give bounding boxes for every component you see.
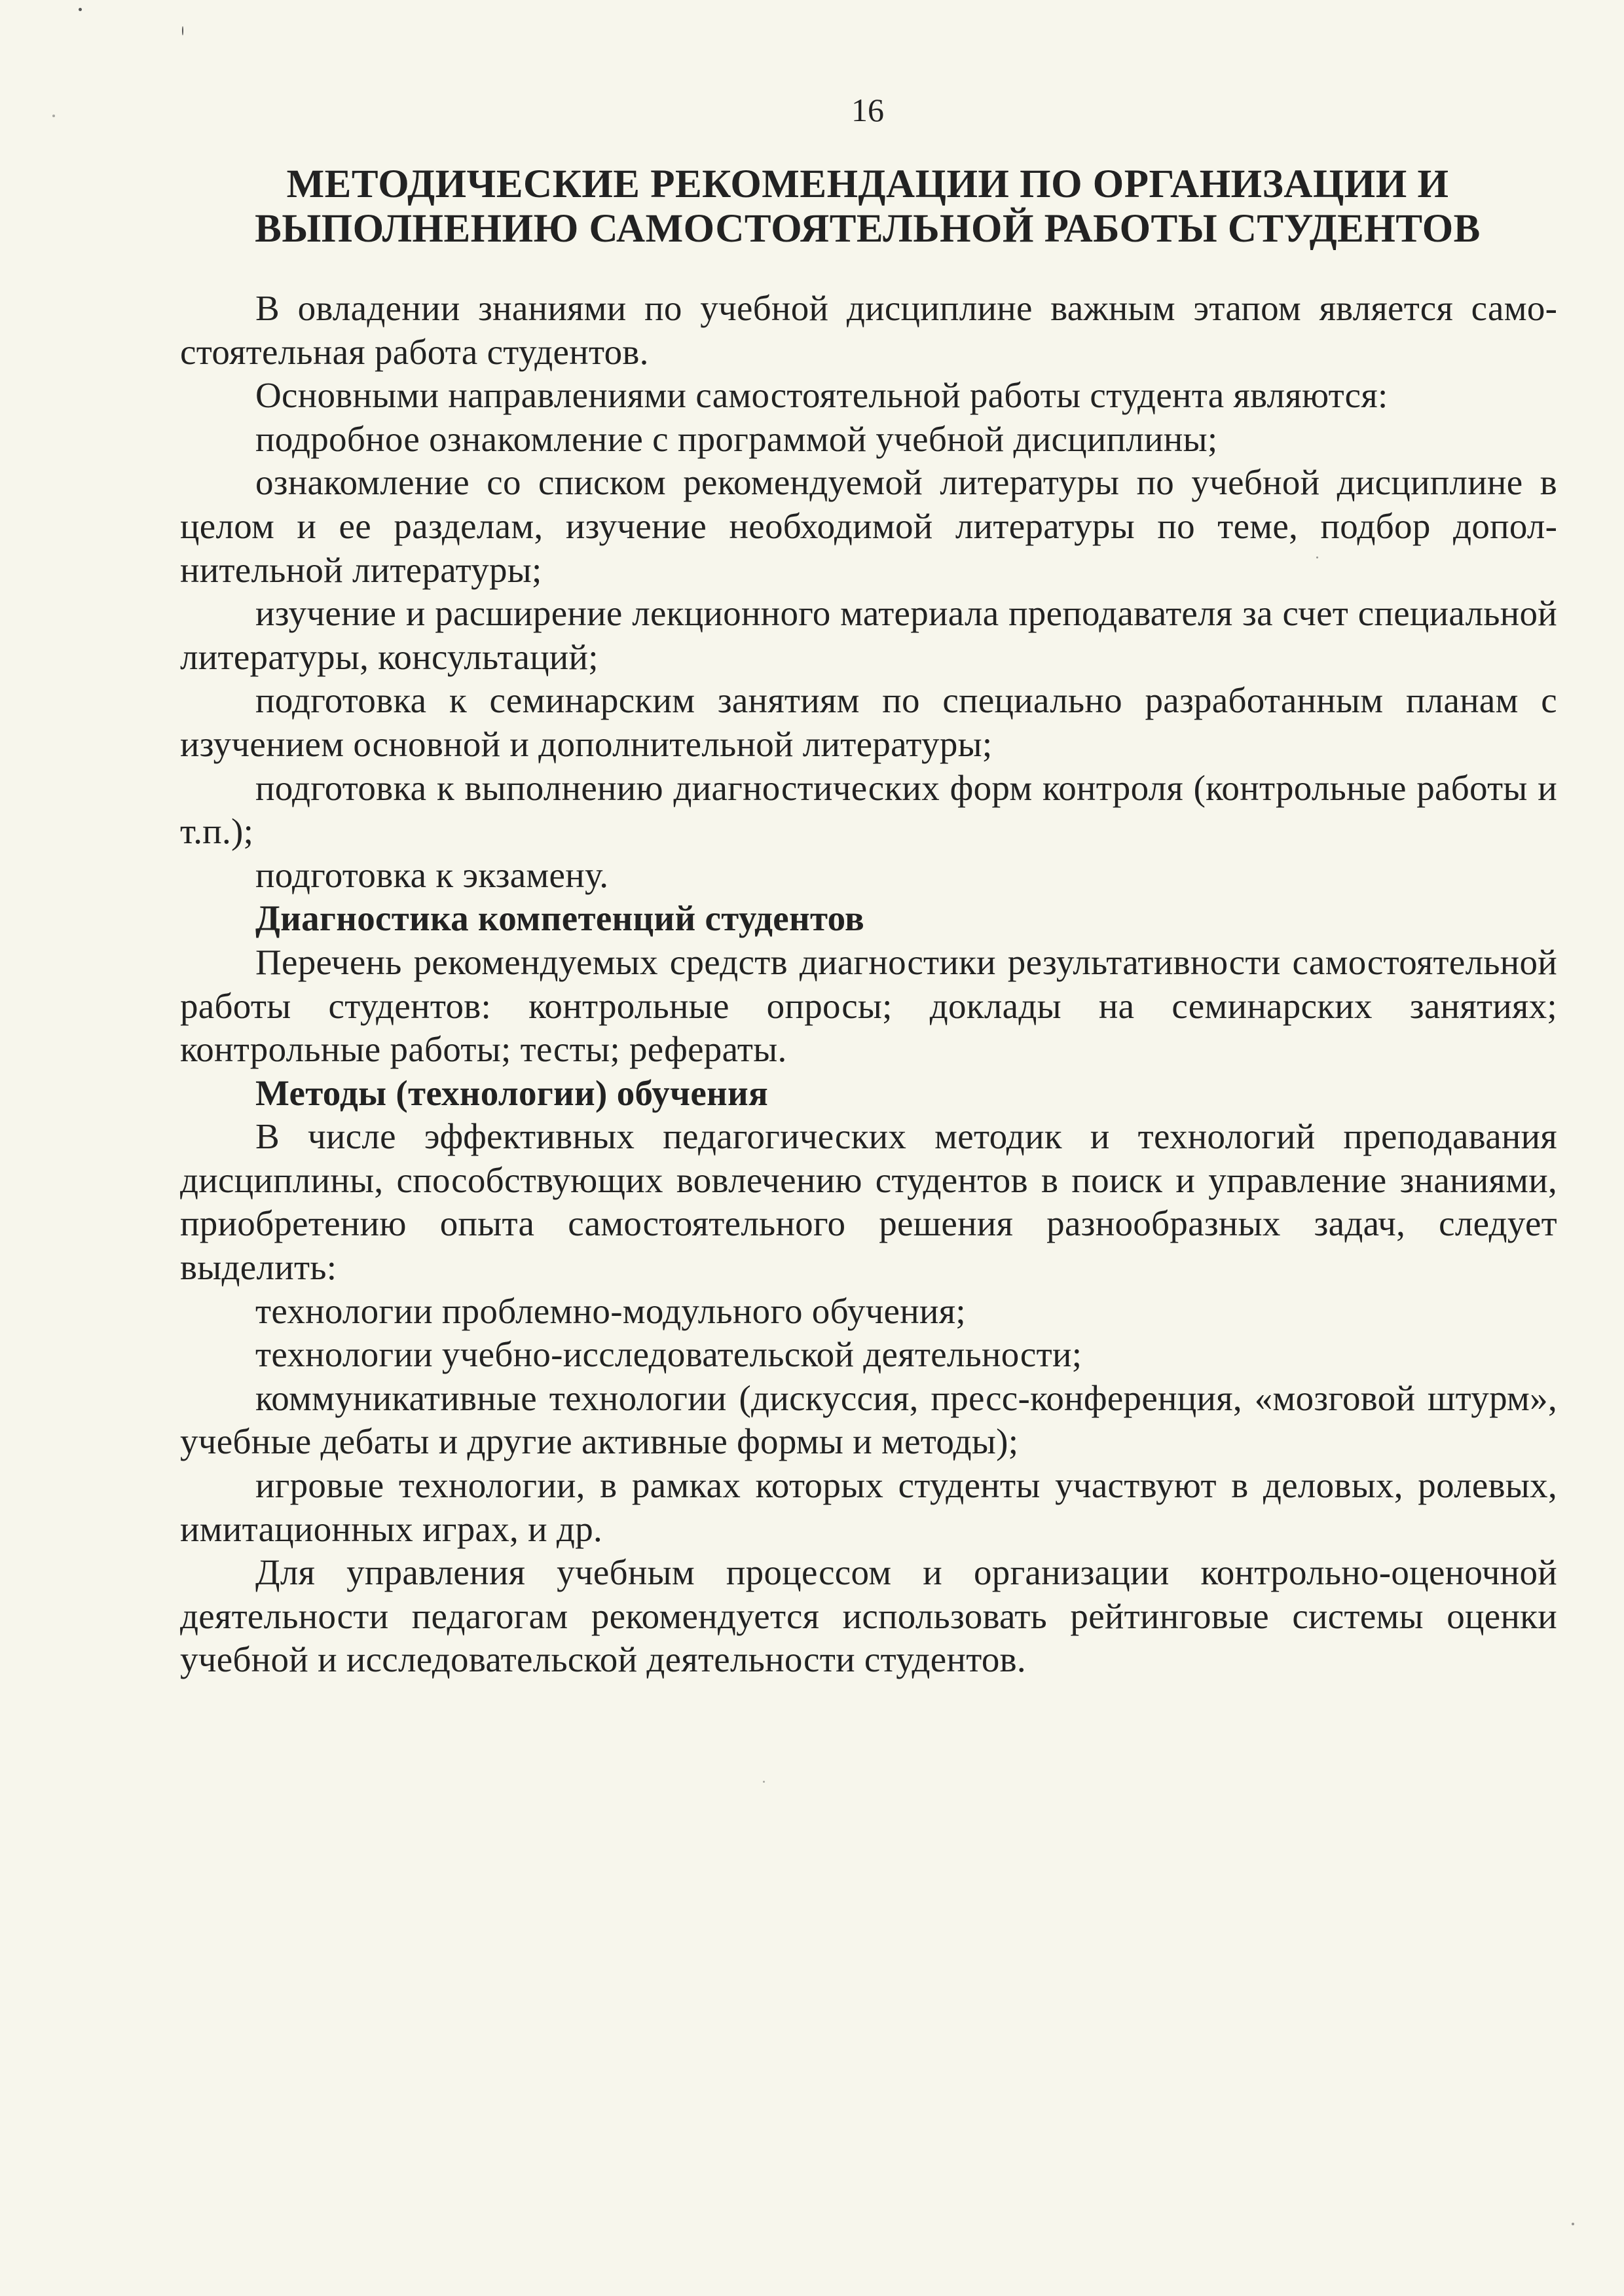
scan-speck — [182, 26, 183, 35]
paragraph-methods-intro: В числе эффективных педагогических методик и технологий преподавания дисциплины, способствующих вовлечению студентов в поиск и управление знаниями, приобретению опыта самостоятельного решения разнообразных задач, следует выделить: — [180, 1116, 1557, 1288]
list-item: игровые технологии, в рамках которых студенты участвуют в деловых, ролевых, имитационных играх, и др. — [180, 1465, 1557, 1549]
scan-speck — [763, 1781, 765, 1783]
list-item: подготовка к семинарским занятиям по специально разработанным планам с изучением основной и дополнительной литературы; — [180, 680, 1557, 764]
scan-speck — [52, 115, 55, 117]
scan-speck — [79, 8, 82, 11]
section-heading-diagnostics: Диагностика компетенций студентов — [255, 898, 865, 939]
title-line-1: МЕТОДИЧЕСКИЕ РЕКОМЕНДАЦИИ ПО ОРГАНИЗАЦИИ И — [286, 162, 1449, 206]
page-title — [196, 162, 1539, 251]
page-number: 16 — [851, 92, 884, 128]
scan-speck — [1316, 556, 1318, 558]
section-heading-methods: Методы (технологии) обучения — [255, 1072, 769, 1113]
paragraph-diagnostics: Перечень рекомендуемых средств диагностики результативности самостоятельной работы студентов: контрольные опросы; доклады на семинарских занятиях; контрольные работы; тесты; рефераты. — [180, 941, 1557, 1070]
document-body — [180, 287, 1557, 1682]
list-item: технологии проблемно-модульного обучения; — [255, 1290, 966, 1331]
paragraph-conclusion: Для управления учебным процессом и организации контрольно-оценочной деятельности педагогам рекомендуется использовать рейтинговые системы оценки учебной и исследовательской деятельности студентов. — [180, 1552, 1557, 1680]
paragraph-directions: Основными направлениями самостоятельной работы студента являются: — [255, 375, 1388, 416]
list-item: ознакомление со списком рекомендуемой литературы по учебной дисциплине в целом и ее разделам, изучение необходимой литературы по теме, подбор дополнительной литературы; — [180, 462, 1557, 590]
list-item: подробное ознакомление с программой учебной дисциплины; — [255, 418, 1218, 459]
list-item: технологии учебно-исследовательской деятельности; — [255, 1334, 1082, 1375]
scan-speck — [1572, 2223, 1574, 2225]
list-item: подготовка к выполнению диагностических форм контроля (контрольные работы и т.п.); — [180, 767, 1557, 852]
paragraph-intro: В овладении знаниями по учебной дисциплине важным этапом является самостоятельная работа студентов. — [180, 288, 1557, 372]
list-item: коммуникативные технологии (дискуссия, пресс-конференция, «мозговой штурм», учебные дебаты и другие активные формы и методы); — [180, 1377, 1557, 1462]
list-item: подготовка к экзамену. — [255, 854, 609, 895]
title-line-2: ВЫПОЛНЕНИЮ САМОСТОЯТЕЛЬНОЙ РАБОТЫ СТУДЕНТОВ — [255, 207, 1481, 251]
list-item: изучение и расширение лекционного материала преподавателя за счет специальной литературы, консультаций; — [180, 593, 1557, 677]
